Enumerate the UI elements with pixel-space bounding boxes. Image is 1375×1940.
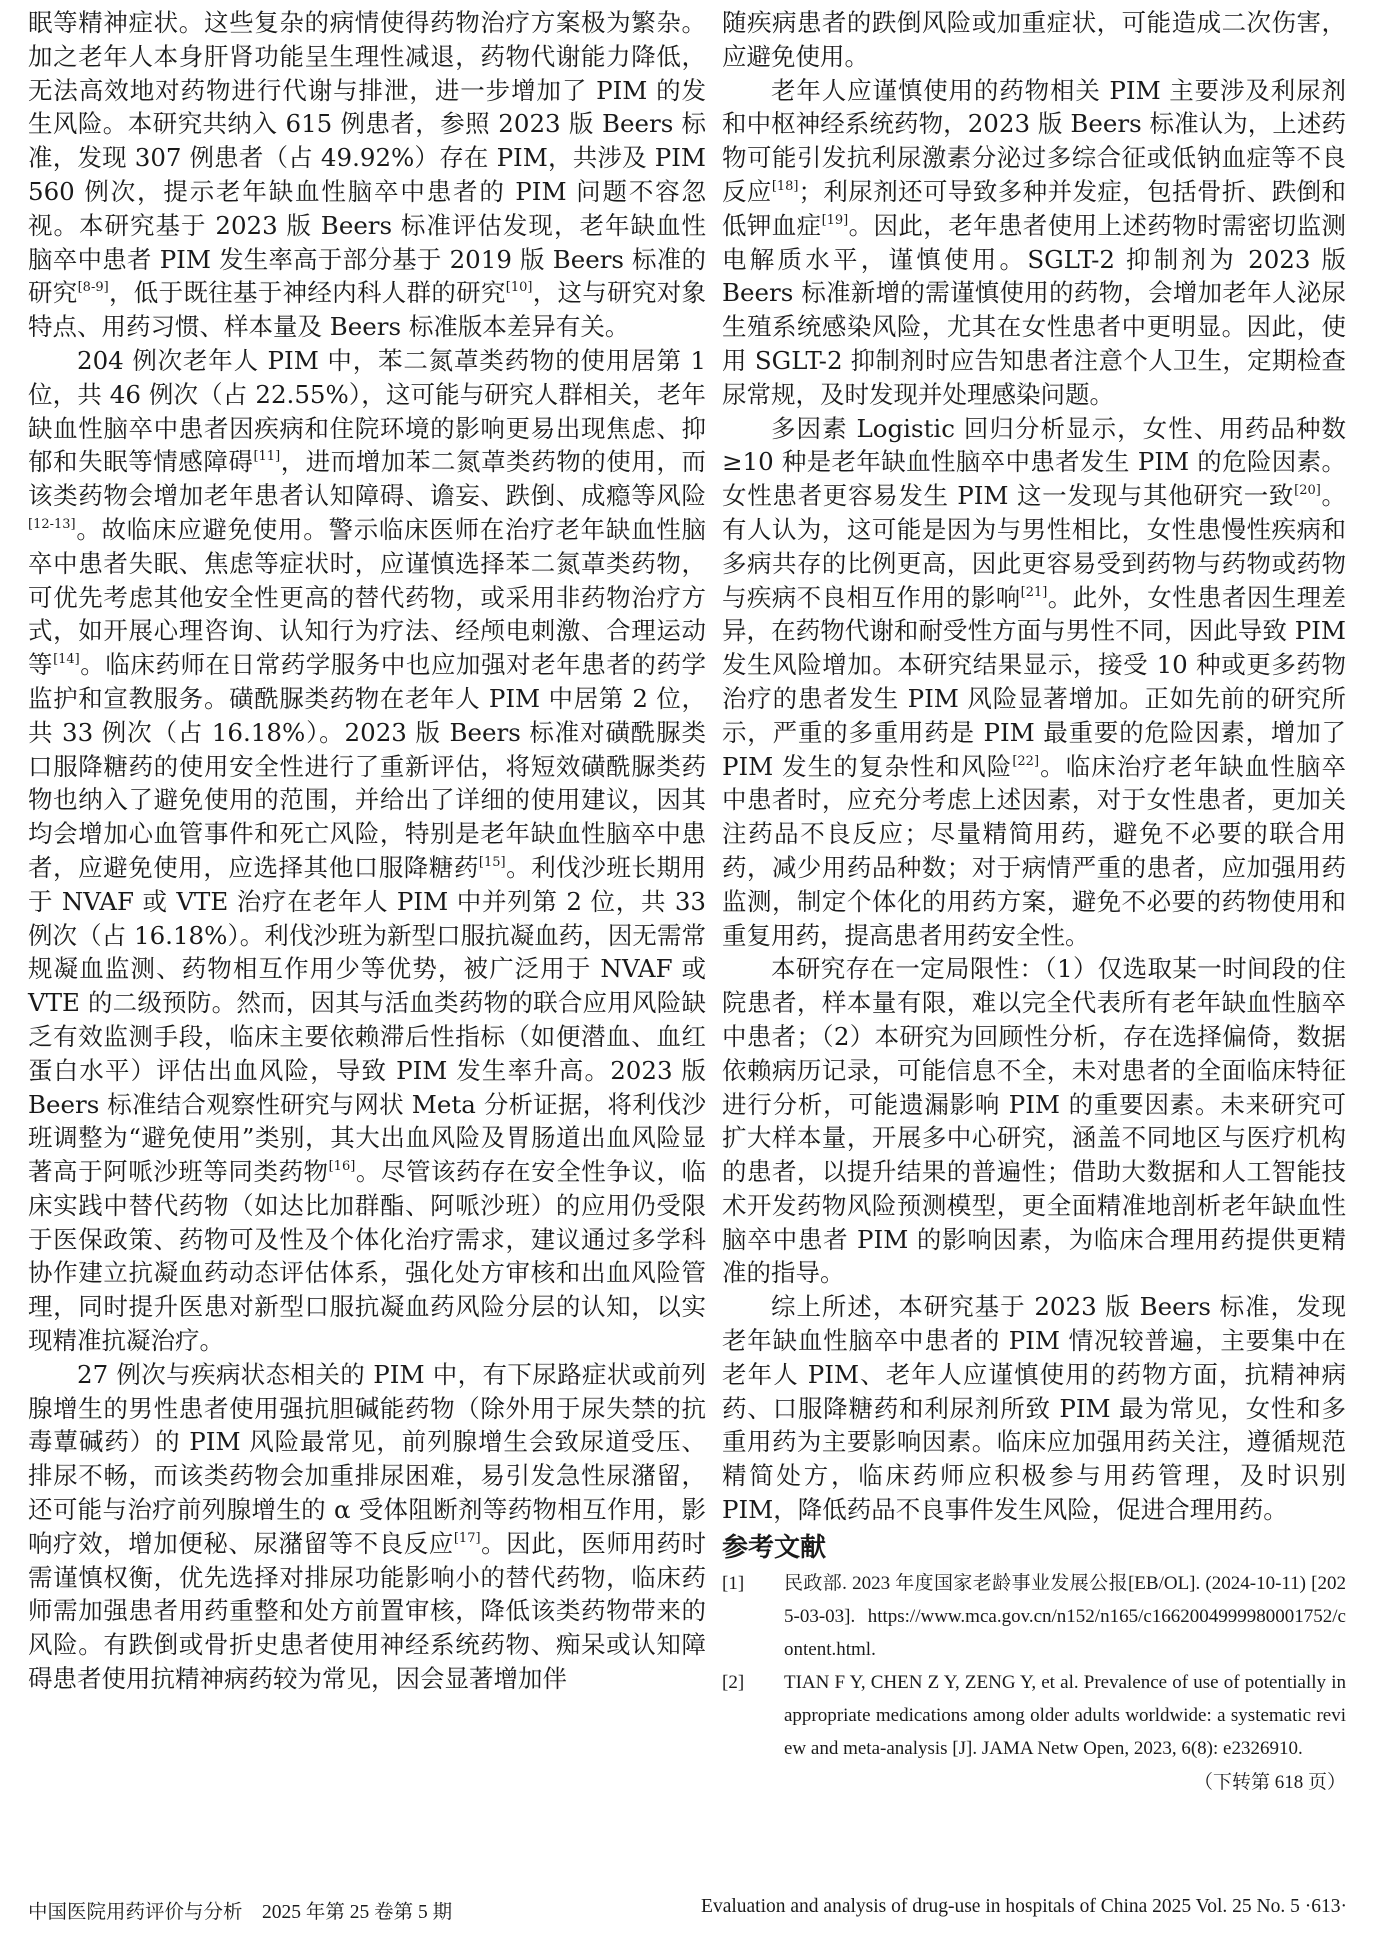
references-list <box>722 1567 1346 1765</box>
citation[interactable]: [16] <box>328 1159 356 1175</box>
left-column <box>28 6 706 1696</box>
paragraph-text: 。因此，老年患者使用上述药物时需密切监测电解质水平，谨慎使用。SGLT-2 抑制剂为 2023 版 Beers 标准新增的需谨慎使用的药物，会增加老年人泌尿生殖系统感染风险，尤其在女性患者中更明显。因此，使用 SGLT-2 抑制剂时应告知患者注意个人卫生，定期检查尿常规，及时发现并处理感染问题。 <box>722 210 1347 409</box>
paragraph-text: ，低于既往基于神经内科人群的研究 <box>108 278 506 308</box>
paragraph-text: 随疾病患者的跌倒风险或加重症状，可能造成二次伤害，应避免使用。 <box>722 8 1346 71</box>
citation[interactable]: [10] <box>505 280 533 296</box>
paragraph-text: ；利尿剂还可导致多种并发症，包括骨折、跌倒和低钾血症 <box>722 176 1347 240</box>
reference-item <box>722 1666 1346 1765</box>
paragraph-text: 综上所述，本研究基于 2023 版 Beers 标准，发现老年缺血性脑卒中患者的 PIM 情况较普遍，主要集中在老年人 PIM、老年人应谨慎使用的药物方面，抗精神病药、口服降糖药和利尿剂所致 PIM 最为常见，女性和多重用药为主要影响因素。临床应加强用药关注，遵循规范精简处方，临床药师应积极参与用药管理，及时识别 PIM，降低药品不良事件发生风险，促进合理用药。 <box>722 1292 1346 1525</box>
citation[interactable]: [18] <box>771 178 799 194</box>
paragraph-text: 204 例次老年人 PIM 中，苯二氮䓬类药物的使用居第 1 位，共 46 例次（占 22.55%），这可能与研究人群相关，老年缺血性脑卒中患者因疾病和住院环境的影响更易出现焦虑、抑郁和失眠等情感障碍 <box>28 345 706 477</box>
right-column <box>722 6 1346 1801</box>
citation[interactable]: [8-9] <box>77 280 109 296</box>
citation[interactable]: [17] <box>453 1530 481 1546</box>
paragraph-text: 本研究存在一定局限性：（1）仅选取某一时间段的住院患者，样本量有限，难以完全代表所有老年缺血性脑卒中患者；（2）本研究为回顾性分析，存在选择偏倚，数据依赖病历记录，可能信息不全，未对患者的全面临床特征进行分析，可能遗漏影响 PIM 的重要因素。未来研究可扩大样本量，开展多中心研究，涵盖不同地区与医疗机构的患者，以提升结果的普遍性；借助大数据和人工智能技术开发药物风险预测模型，更全面精准地剖析老年缺血性脑卒中患者 PIM 的影响因素，为临床合理用药提供更精准的指导。 <box>722 954 1346 1288</box>
citation[interactable]: [19] <box>821 212 849 228</box>
paragraph-text: 。故临床应避免使用。警示临床医师在治疗老年缺血性脑卒中患者失眠、焦虑等症状时，应谨慎选择苯二氮䓬类药物，可优先考虑其他安全性更高的替代药物，或采用非药物治疗方式，如开展心理咨询、认知行为疗法、经颅电刺激、合理运动等 <box>28 514 706 680</box>
continued-note: （下转第 618 页） <box>1193 1771 1346 1793</box>
citation[interactable]: [20] <box>1294 483 1321 499</box>
right-column-body <box>722 6 1346 1527</box>
paragraph-text: 。此外，女性患者因生理差异，在药物代谢和耐受性方面与男性不同，因此导致 PIM 发生风险增加。本研究结果显示，接受 10 种或更多药物治疗的患者发生 PIM 风险显著增加。正如先前的研究所示，严重的多重用药是 PIM 最重要的危险因素，增加了 PIM 发生的复杂性和风险 <box>722 582 1346 781</box>
paragraph-text: 。因此，医师用药时需谨慎权衡，优先选择对排尿功能影响小的替代药物，临床药师需加强患者用药重整和处方前置审核，降低该类药物带来的风险。有跌倒或骨折史患者使用神经系统药物、痴呆或认知障碍患者使用抗精神病药较为常见，因会显著增加伴 <box>28 1528 707 1694</box>
reference-text: TIAN F Y, CHEN Z Y, ZENG Y, et al. Prevalence of use of potentially inappropriate medications among older adults worldwide: a systematic review and meta-analysis [J]. JAMA Netw Open, 2023, 6(8): e2326910. <box>784 1671 1346 1759</box>
references-heading: 参考文献 <box>722 1532 827 1563</box>
citation[interactable]: [14] <box>53 652 80 668</box>
paragraph-text: 老年人应谨慎使用的药物相关 PIM 主要涉及利尿剂和中枢神经系统药物，2023 版 Beers 标准认为，上述药物可能引发抗利尿激素分泌过多综合征或低钠血症等不良反应 <box>722 75 1346 206</box>
footer-journal-en: Evaluation and analysis of drug-use in hospitals of China 2025 Vol. 25 No. 5 ·613· <box>701 1896 1347 1917</box>
paragraph-text: 。有人认为，这可能是因为与男性相比，女性患慢性疾病和多病共存的比例更高，因此更容易受到药物与药物或药物与疾病不良相互作用的影响 <box>722 481 1347 612</box>
paragraph-text: 。临床治疗老年缺血性脑卒中患者时，应充分考虑上述因素，对于女性患者，更加关注药品不良反应；尽量精简用药，避免不必要的联合用药，减少用药品种数；对于病情严重的患者，应加强用药监测，制定个体化的用药方案，避免不必要的药物使用和重复用药，提高患者用药安全性。 <box>722 751 1346 950</box>
reference-text: 民政部. 2023 年度国家老龄事业发展公报[EB/OL]. (2024-10-11) [2025-03-03]. https://www.mca.gov.cn/n152/n165/c1662004999980001752/content.html. <box>784 1572 1346 1660</box>
paragraph-text: 27 例次与疾病状态相关的 PIM 中，有下尿路症状或前列腺增生的男性患者使用强抗胆碱能药物（除外用于尿失禁的抗毒蕈碱药）的 PIM 风险最常见，前列腺增生会致尿道受压、排尿不畅，而该类药物会加重排尿困难，易引发急性尿潴留，还可能与治疗前列腺增生的 α 受体阻断剂等药物相互作用，影响疗效，增加便秘、尿潴留等不良反应 <box>28 1359 706 1558</box>
paragraph-text: 。临床药师在日常药学服务中也应加强对老年患者的药学监护和宣教服务。磺酰脲类药物在老年人 PIM 中居第 2 位，共 33 例次（占 16.18%）。2023 版 Beers 标准对磺酰脲类口服降糖药的使用安全性进行了重新评估，将短效磺酰脲类药物也纳入了避免使用的范围，并给出了详细的使用建议，因其均会增加心血管事件和死亡风险，特别是老年缺血性脑卒中患者，应避免使用，应选择其他口服降糖药 <box>28 650 707 882</box>
body-paragraph <box>28 6 706 344</box>
footer-journal-cn: 中国医院用药评价与分析 2025 年第 25 卷第 5 期 <box>28 1902 453 1923</box>
body-paragraph <box>722 6 1346 74</box>
citation[interactable]: [15] <box>478 854 506 870</box>
reference-number: [2] <box>722 1671 745 1693</box>
citation[interactable]: [21] <box>1020 584 1048 600</box>
citation[interactable]: [12-13] <box>28 516 76 532</box>
citation[interactable]: [11] <box>253 449 281 465</box>
paragraph-text: 眠等精神症状。这些复杂的病情使得药物治疗方案极为繁杂。加之老年人本身肝肾功能呈生理性减退，药物代谢能力降低，无法高效地对药物进行代谢与排泄，进一步增加了 PIM 的发生风险。本研究共纳入 615 例患者，参照 2023 版 Beers 标准，发现 307 例患者（占 49.92%）存在 PIM，共涉及 PIM 560 例次，提示老年缺血性脑卒中患者的 PIM 问题不容忽视。本研究基于 2023 版 Beers 标准评估发现，老年缺血性脑卒中患者 PIM 发生率高于部分基于 2019 版 Beers 标准的研究 <box>28 8 706 308</box>
body-paragraph <box>722 1290 1346 1527</box>
body-paragraph <box>722 412 1346 953</box>
citation[interactable]: [22] <box>1012 753 1040 769</box>
body-paragraph <box>722 952 1346 1290</box>
body-paragraph <box>28 1358 706 1696</box>
paragraph-text: ，这与研究对象特点、用药习惯、样本量及 Beers 标准版本差异有关。 <box>28 278 707 342</box>
body-paragraph <box>28 344 706 1358</box>
paragraph-text: 。利伐沙班长期用于 NVAF 或 VTE 治疗在老年人 PIM 中并列第 2 位，共 33 例次（占 16.18%）。利伐沙班为新型口服抗凝血药，因无需常规凝血监测、药物相互作用少等优势，被广泛用于 NVAF 或 VTE 的二级预防。然而，因其与活血类药物的联合应用风险缺乏有效监测手段，临床主要依赖滞后性指标（如便潜血、血红蛋白水平）评估出血风险，导致 PIM 发生率升高。2023 版 Beers 标准结合观察性研究与网状 Meta 分析证据，将利伐沙班调整为“避免使用”类别，其大出血风险及胃肠道出血风险显著高于阿哌沙班等同类药物 <box>28 852 707 1187</box>
body-paragraph <box>722 74 1346 412</box>
paragraph-text: 。尽管该药存在安全性争议，临床实践中替代药物（如达比加群酯、阿哌沙班）的应用仍受限于医保政策、药物可及性及个体化治疗需求，建议通过多学科协作建立抗凝血药动态评估体系，强化处方审核和出血风险管理，同时提升医患对新型口服抗凝血药风险分层的认知，以实现精准抗凝治疗。 <box>28 1157 707 1356</box>
paragraph-text: 多因素 Logistic 回归分析显示，女性、用药品种数≥10 种是老年缺血性脑卒中患者发生 PIM 的危险因素。女性患者更容易发生 PIM 这一发现与其他研究一致 <box>722 413 1346 511</box>
paragraph-text: ，进而增加苯二氮䓬类药物的使用，而该类药物会增加老年患者认知障碍、谵妄、跌倒、成瘾等风险 <box>28 447 707 511</box>
reference-item <box>722 1567 1346 1666</box>
reference-number: [1] <box>722 1572 745 1594</box>
